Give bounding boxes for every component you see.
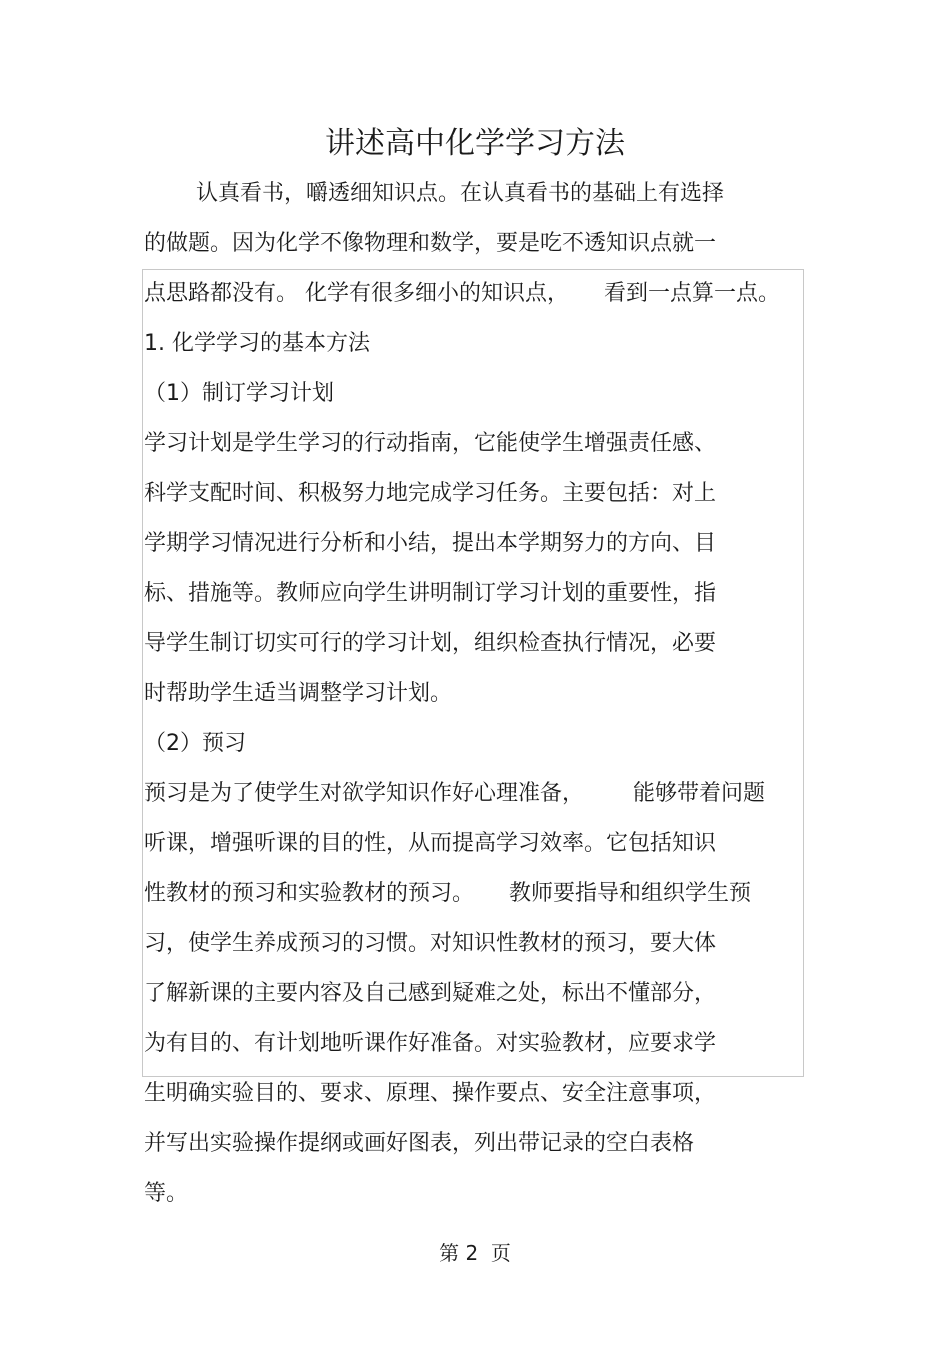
paragraph-line-2: 的做题。因为化学不像物理和数学，要是吃不透知识点就一 — [144, 231, 717, 256]
paragraph-line-3: 点思路都没有。 化学有很多细小的知识点， 看到一点算一点。 — [144, 281, 780, 306]
paragraph-line-16: 生明确实验目的、要求、原理、操作要点、安全注意事项， — [144, 1081, 717, 1106]
page-number: 第 2 页 — [439, 1241, 511, 1265]
paragraph-line-12: 性教材的预习和实验教材的预习。 教师要指导和组织学生预 — [144, 881, 751, 906]
paragraph-line-5: 科学支配时间、积极努力地完成学习任务。主要包括：对上 — [144, 481, 717, 506]
paragraph-line-18: 等。 — [144, 1181, 189, 1206]
section-heading-1: 1. 化学学习的基本方法 — [144, 331, 370, 356]
paragraph-line-1: 认真看书，嚼透细知识点。在认真看书的基础上有选择 — [196, 181, 725, 206]
paragraph-line-8: 导学生制订切实可行的学习计划，组织检查执行情况，必要 — [144, 631, 717, 656]
paragraph-line-11: 听课，增强听课的目的性，从而提高学习效率。它包括知识 — [144, 831, 717, 856]
paragraph-line-14: 了解新课的主要内容及自己感到疑难之处，标出不懂部分， — [144, 981, 717, 1006]
paragraph-line-13: 习，使学生养成预习的习惯。对知识性教材的预习，要大体 — [144, 931, 717, 956]
paragraph-line-9: 时帮助学生适当调整学习计划。 — [144, 681, 453, 706]
paragraph-line-4: 学习计划是学生学习的行动指南，它能使学生增强责任感、 — [144, 431, 717, 456]
subsection-heading-2: （2）预习 — [144, 731, 246, 756]
paragraph-line-6: 学期学习情况进行分析和小结，提出本学期努力的方向、目 — [144, 531, 717, 556]
paragraph-line-10: 预习是为了使学生对欲学知识作好心理准备， 能够带着问题 — [144, 781, 765, 806]
subsection-heading-1: （1）制订学习计划 — [144, 381, 334, 406]
paragraph-line-15: 为有目的、有计划地听课作好准备。对实验教材，应要求学 — [144, 1031, 717, 1056]
paragraph-line-17: 并写出实验操作提纲或画好图表，列出带记录的空白表格 — [144, 1131, 695, 1156]
paragraph-line-7: 标、措施等。教师应向学生讲明制订学习计划的重要性，指 — [144, 581, 717, 606]
document-title: 讲述高中化学学习方法 — [325, 126, 625, 161]
